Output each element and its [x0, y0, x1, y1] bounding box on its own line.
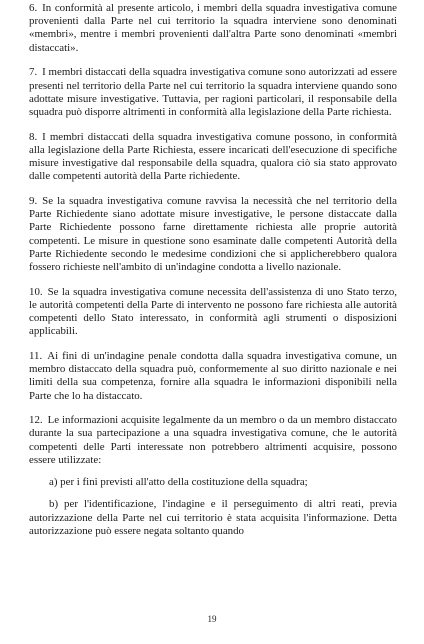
paragraph-number: 10. — [29, 285, 43, 298]
paragraph-11 — [29, 350, 397, 403]
paragraph-text: I membri distaccati della squadra investigativa comune sono autorizzati ad essere presenti nel territorio della Parte nel cui territorio la squadra interviene quando sono adottate misure investigative. Tuttavia, per ragioni particolari, il responsabile della squadra può disporre altrimenti in conformità alla legislazione della Parte richiesta. — [29, 66, 397, 118]
paragraph-text: Ai fini di un'indagine penale condotta dalla squadra investigativa comune, un membro distaccato della squadra può, conformemente al suo diritto nazionale e nei limiti della sua competenza, fornire alla squadra le informazioni disponibili nella Parte che lo ha distaccato. — [29, 349, 397, 402]
page-number: 19 — [207, 614, 217, 624]
paragraph-text: In conformità al presente articolo, i membri della squadra investigativa comune provenienti dalla Parte nel cui territorio la squadra interviene sono denominati «membri», mentre i membri provenienti dall'altra Parte sono denominati «membri distaccati». — [29, 2, 397, 54]
subitem-b: b) per l'identificazione, l'indagine e il perseguimento di altri reati, previa autorizzazione della Parte nel cui territorio è stata acquisita l'informazione. Detta autorizzazione può essere negata soltanto quando — [29, 498, 397, 537]
paragraph-number: 6. — [29, 2, 38, 14]
paragraph-9 — [29, 195, 397, 274]
paragraph-10 — [29, 286, 397, 339]
paragraph-number: 7. — [29, 66, 38, 79]
paragraph-8 — [29, 131, 397, 184]
paragraph-text: Se la squadra investigativa comune ravvisa la necessità che nel territorio della Parte Richiedente siano adottate misure investigative, le persone distaccate dalla Parte Richiedente possono farne direttamente richiesta alle proprie autorità competenti. Le misure in questione sono esaminate dalle competenti Autorità della Parte Richiedente secondo le medesime condizioni che si applicherebbero qualora fossero richieste nell'ambito di un'indagine condotta a livello nazionale. — [29, 194, 397, 273]
paragraph-6 — [29, 2, 397, 55]
paragraph-text: Le informazioni acquisite legalmente da un membro o da un membro distaccato durante la sua partecipazione a una squadra investigativa comune, che le autorità competenti delle Parti interessate non potrebbero altrimenti acquisire, possono essere utilizzate: — [29, 414, 397, 466]
paragraph-number: 9. — [29, 194, 38, 207]
paragraph-7 — [29, 66, 397, 119]
paragraph-12 — [29, 414, 397, 467]
paragraph-text: I membri distaccati della squadra investigativa comune possono, in conformità alla legislazione della Parte Richiesta, essere incaricati dell'esecuzione di specifiche misure investigative dal responsabile della squadra, qualora ciò sia stato approvato dalle competenti autorità della Parte richiedente. — [29, 130, 397, 183]
paragraph-number: 12. — [29, 414, 43, 427]
paragraph-number: 8. — [29, 130, 38, 143]
paragraph-number: 11. — [29, 349, 43, 362]
paragraph-text: Se la squadra investigativa comune necessita dell'assistenza di uno Stato terzo, le autorità competenti della Parte di intervento ne possono fare richiesta alle autorità competenti dello Stato interessato, in conformità agli strumenti o disposizioni applicabili. — [29, 285, 397, 338]
subitem-a: a) per i fini previsti all'atto della costituzione della squadra; — [49, 476, 308, 489]
